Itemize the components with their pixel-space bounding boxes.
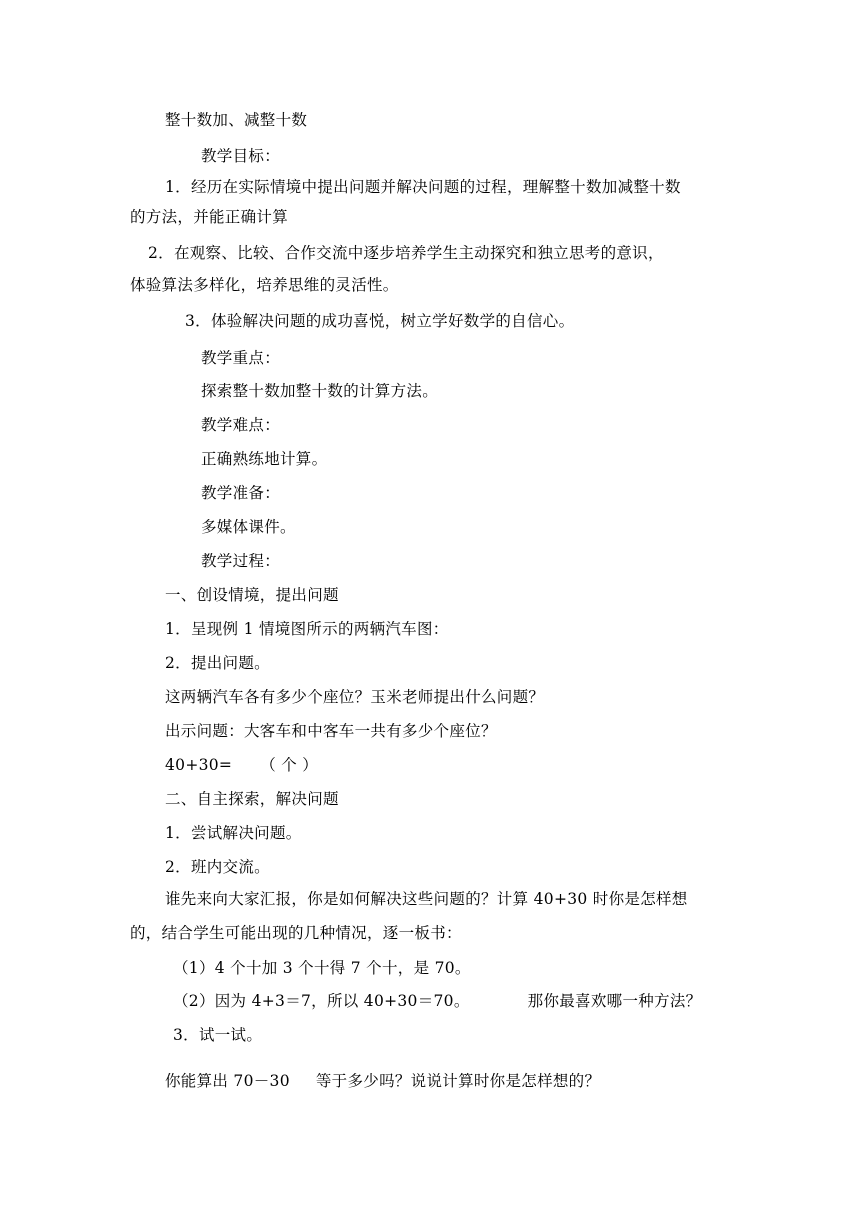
section-2-item-1: 1．尝试解决问题。 [165, 824, 302, 842]
preparation-heading: 教学准备： [201, 484, 281, 502]
tryout-part1: 你能算出 70－30 [165, 1072, 290, 1090]
difficulty-text: 正确熟练地计算。 [201, 450, 328, 468]
key-point-heading: 教学重点： [201, 349, 281, 367]
section-2-item-2: 2．班内交流。 [165, 858, 270, 876]
key-point-text: 探索整十数加整十数的计算方法。 [201, 382, 439, 400]
section-1-question: 这两辆汽车各有多少个座位？玉米老师提出什么问题？ [165, 688, 545, 706]
method-2-line [173, 991, 701, 1011]
process-heading: 教学过程： [201, 552, 281, 570]
method-2: （2）因为 4+3＝7，所以 40+30＝70。 [173, 992, 470, 1010]
section-2-report-line1: 谁先来向大家汇报，你是如何解决这些问题的？计算 40+30 时你是怎样想 [165, 890, 688, 908]
objectives-heading: 教学目标： [201, 147, 281, 165]
section-1-problem: 出示问题：大客车和中客车一共有多少个座位？ [165, 722, 497, 740]
method-question: 那你最喜欢哪一种方法？ [527, 992, 702, 1010]
section-1-item-2: 2．提出问题。 [165, 654, 270, 672]
method-1: （1）4 个十加 3 个十得 7 个十，是 70。 [173, 959, 471, 977]
objective-2-line1: 2．在观察、比较、合作交流中逐步培养学生主动探究和独立思考的意识， [148, 244, 664, 262]
section-1-item-1: 1．呈现例 1 情境图所示的两辆汽车图： [165, 620, 449, 638]
difficulty-heading: 教学难点： [201, 416, 281, 434]
tryout-line [165, 1071, 600, 1091]
objective-1-line2: 的方法，并能正确计算 [130, 208, 289, 226]
tryout-part2: 等于多少吗？说说计算时你是怎样想的？ [315, 1072, 601, 1090]
section-2-item-3: 3．试一试。 [173, 1026, 263, 1044]
answer-blank: （ 个 ） [260, 756, 319, 774]
lesson-title: 整十数加、减整十数 [165, 111, 308, 129]
objective-3: 3．体验解决问题的成功喜悦，树立学好数学的自信心。 [185, 312, 575, 330]
preparation-text: 多媒体课件。 [201, 518, 296, 536]
equation-line [165, 755, 318, 775]
section-2-report-line2: 的，结合学生可能出现的几种情况，逐一板书： [130, 924, 462, 942]
objective-2-line2: 体验算法多样化，培养思维的灵活性。 [130, 276, 399, 294]
section-2-heading: 二、自主探索，解决问题 [165, 790, 339, 808]
section-1-heading: 一、创设情境，提出问题 [165, 586, 339, 604]
objective-1-line1: 1．经历在实际情境中提出问题并解决问题的过程，理解整十数加减整十数 [165, 178, 681, 196]
equation-text: 40+30= [165, 756, 233, 774]
